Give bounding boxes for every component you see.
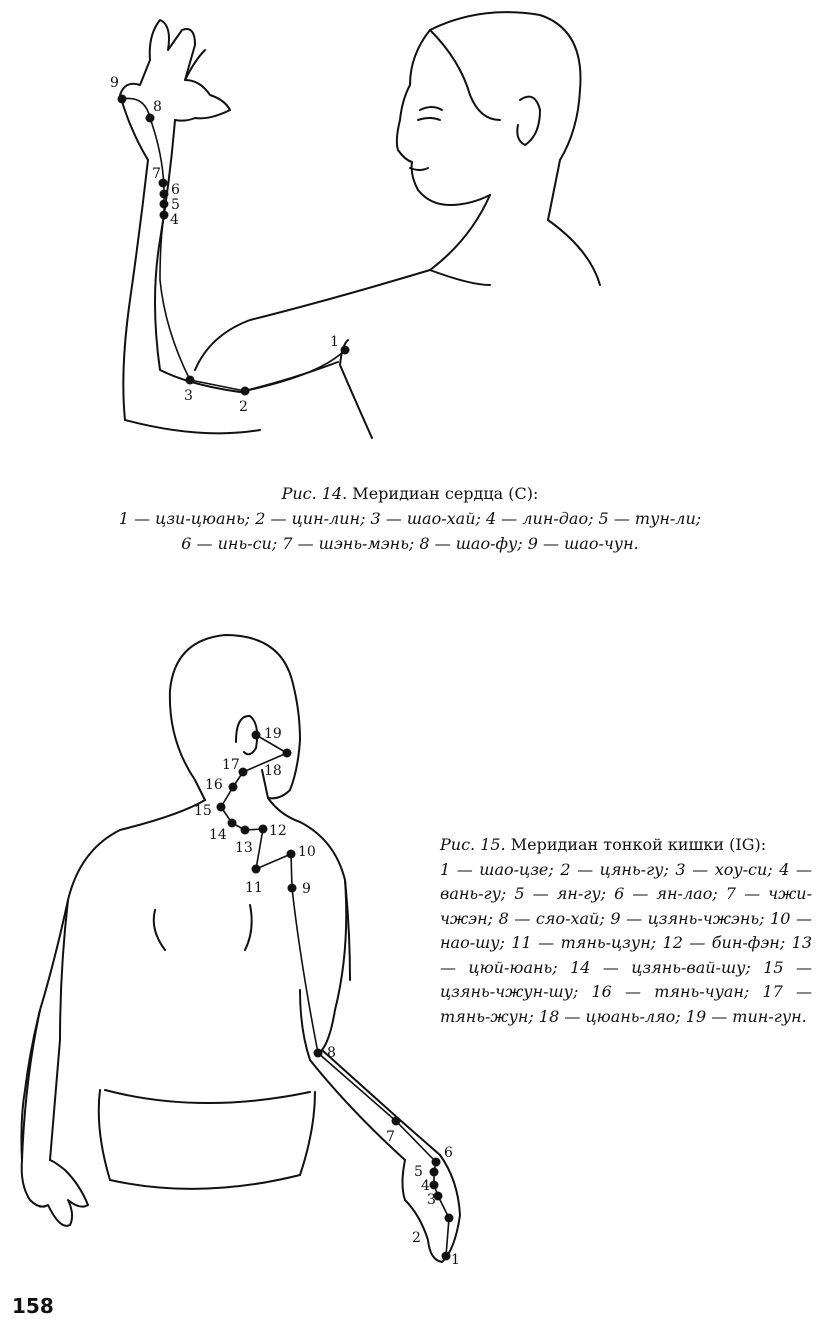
si-point-5-label: 5 xyxy=(414,1164,423,1180)
shorts-line xyxy=(110,1175,300,1189)
si-point-18-label: 18 xyxy=(264,763,282,779)
si-point-7-label: 7 xyxy=(386,1129,395,1145)
heart-point-3 xyxy=(186,376,195,385)
si-point-14-label: 14 xyxy=(209,827,227,843)
si-point-17 xyxy=(239,768,248,777)
si-point-10-label: 10 xyxy=(298,844,316,860)
si-point-16 xyxy=(229,783,238,792)
heart-point-8-label: 8 xyxy=(153,99,162,115)
si-point-2 xyxy=(445,1214,454,1223)
hair-line xyxy=(430,30,500,120)
si-point-12 xyxy=(259,825,268,834)
heart-point-7-label: 7 xyxy=(152,166,161,182)
heart-point-1 xyxy=(341,346,350,355)
mouth xyxy=(410,168,428,170)
figure-14-caption xyxy=(60,481,760,556)
figure-14-illustration xyxy=(0,0,824,470)
si-point-4 xyxy=(430,1181,439,1190)
left-arm xyxy=(22,900,68,1160)
heart-point-4-label: 4 xyxy=(170,212,179,228)
heart-point-1-label: 1 xyxy=(330,334,339,350)
heart-point-6 xyxy=(160,190,169,199)
si-point-2-label: 2 xyxy=(412,1230,421,1246)
si-point-4-label: 4 xyxy=(421,1178,430,1194)
si-point-13 xyxy=(241,826,250,835)
si-point-8-label: 8 xyxy=(327,1045,336,1061)
figure-14-legend-line1: 1 — цзи-цюань; 2 — цин-лин; 3 — шао-хай; 4 — лин-дао; 5 — тун-ли; xyxy=(118,509,702,528)
heart-point-6-label: 6 xyxy=(171,182,180,198)
si-point-14 xyxy=(228,819,237,828)
heart-point-9 xyxy=(118,95,127,104)
si-point-13-label: 13 xyxy=(235,840,253,856)
page-number: 158 xyxy=(12,1294,54,1318)
left-hand xyxy=(22,1160,88,1226)
thumb xyxy=(185,50,205,80)
si-point-18 xyxy=(283,749,292,758)
heart-point-2-label: 2 xyxy=(239,399,248,415)
si-point-19-label: 19 xyxy=(264,726,282,742)
waist xyxy=(99,1090,315,1180)
figure-14-title: Рис. 14. Меридиан сердца (С): xyxy=(281,484,539,503)
si-point-9 xyxy=(288,884,297,893)
eye xyxy=(418,107,442,120)
si-point-9-label: 9 xyxy=(302,881,311,897)
si-point-17-label: 17 xyxy=(222,757,240,773)
head-outline xyxy=(397,12,581,220)
si-point-10 xyxy=(287,850,296,859)
heart-point-4 xyxy=(160,211,169,220)
ear xyxy=(517,97,540,145)
si-point-6-label: 6 xyxy=(444,1145,453,1161)
heart-point-3-label: 3 xyxy=(184,388,193,404)
shoulder-blades xyxy=(154,905,252,950)
chest xyxy=(340,340,372,438)
si-point-15-label: 15 xyxy=(194,803,212,819)
si-point-15 xyxy=(217,803,226,812)
si-point-11 xyxy=(252,865,261,874)
si-point-7 xyxy=(392,1117,401,1126)
si-point-5 xyxy=(430,1168,439,1177)
si-point-16-label: 16 xyxy=(205,777,223,793)
si-point-3-label: 3 xyxy=(427,1192,436,1208)
figure-15-legend: 1 — шао-цзе; 2 — цянь-гу; 3 — хоу-си; 4 — вань-гу; 5 — ян-гу; 6 — ян-лао; 7 — чжи-чжэн; 8 — сяо-хай; 9 — цзянь-чжэнь; 10 — нао-шу; 11 — тянь-цзун; 12 — бин-фэн; 13 — цюй-юань; 14 — цзянь-вай-шу; 15 — цзянь-чжун-шу; 16 — тянь-чуан; 17 — тянь-жун; 18 — цюань-ляо; 19 — тин-гун. xyxy=(440,859,812,1026)
neck-shoulder xyxy=(195,195,600,370)
heart-meridian-line xyxy=(122,98,345,391)
heart-point-5-label: 5 xyxy=(171,197,180,213)
figure-15-title: Рис. 15. Меридиан тонкой кишки (IG): xyxy=(440,835,767,854)
heart-point-5 xyxy=(160,200,169,209)
si-point-12-label: 12 xyxy=(269,823,287,839)
right-arm xyxy=(300,880,440,1160)
heart-point-2 xyxy=(241,387,250,396)
si-point-1-label: 1 xyxy=(451,1252,460,1268)
hand-outline xyxy=(120,20,230,160)
heart-point-9-label: 9 xyxy=(110,75,119,91)
si-point-11-label: 11 xyxy=(245,880,263,896)
figure-14-legend-line2: 6 — инь-си; 7 — шэнь-мэнь; 8 — шао-фу; 9 — шао-чун. xyxy=(181,534,639,553)
si-point-6 xyxy=(432,1158,441,1167)
si-point-1 xyxy=(442,1252,451,1261)
figure-15-caption xyxy=(440,833,812,1029)
si-point-8 xyxy=(314,1049,323,1058)
si-point-19 xyxy=(252,731,261,740)
